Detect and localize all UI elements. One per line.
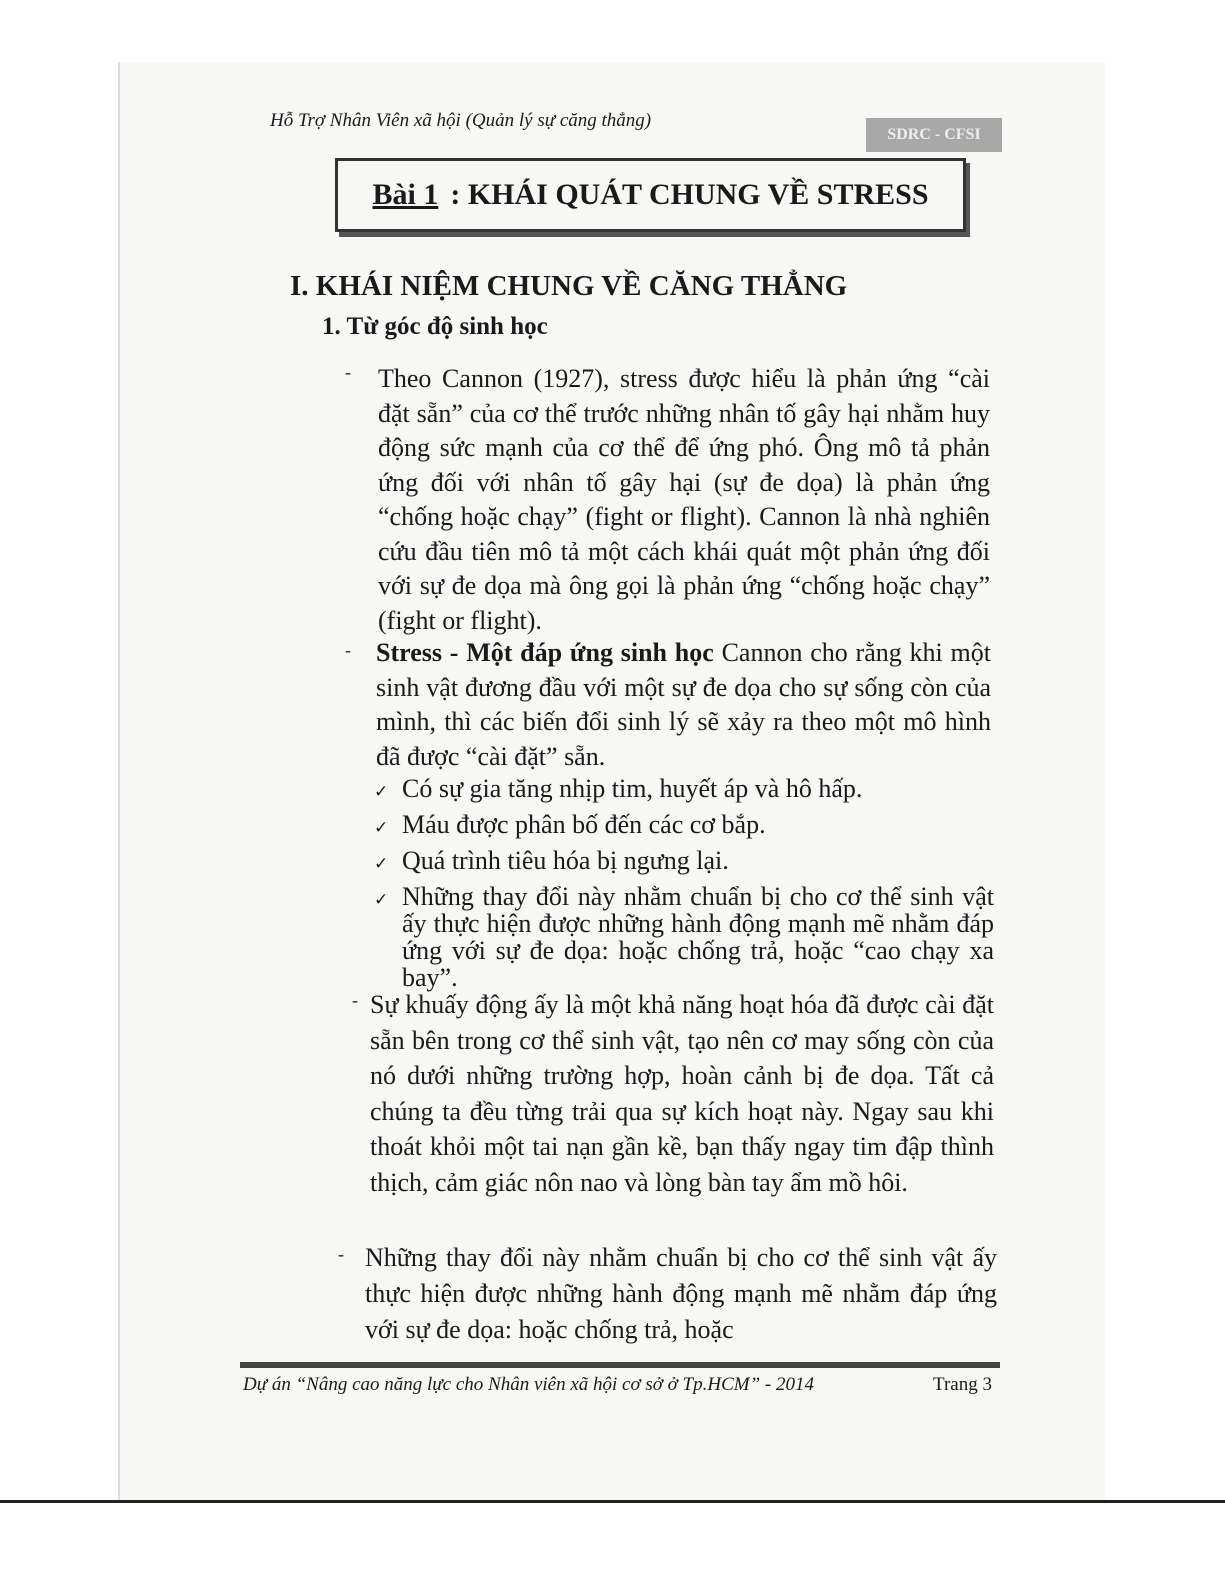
paragraph-changes: Những thay đổi này nhằm chuẩn bị cho cơ thể sinh vật ấy thực hiện được những hành động mạnh mẽ nhằm đáp ứng với sự đe dọa: hoặc chống trả, hoặc xyxy=(365,1243,997,1344)
bullet-dash: - xyxy=(352,990,358,1010)
checklist-text: Những thay đổi này nhằm chuẩn bị cho cơ thể sinh vật ấy thực hiện được những hành động mạnh mẽ nhằm đáp ứng với sự đe dọa: hoặc chống trả, hoặc “cao chạy xa bay”. xyxy=(402,882,994,992)
checklist-text: Quá trình tiêu hóa bị ngưng lại. xyxy=(402,846,729,875)
bold-lead: Stress - Một đáp ứng sinh học xyxy=(376,638,714,667)
check-icon: ✓ xyxy=(374,854,389,873)
checklist xyxy=(374,772,994,994)
lesson-label: Bài 1 xyxy=(372,178,439,211)
bullet-dash: - xyxy=(338,1244,344,1264)
checklist-item xyxy=(374,880,994,994)
subsection-heading: 1. Từ góc độ sinh học xyxy=(322,313,548,340)
check-icon: ✓ xyxy=(374,890,389,909)
section-heading: I. KHÁI NIỆM CHUNG VỀ CĂNG THẲNG xyxy=(290,270,848,302)
paragraph-rest: Cannon cho rằng khi một sinh vật đương đầu với một sự đe dọa cho sự sống còn của mình, thì các biến đổi sinh lý sẽ xảy ra theo một mô hình đã được “cài đặt” sẵn. xyxy=(376,638,991,771)
paragraph-biological-response xyxy=(376,636,991,774)
checklist-text: Máu được phân bố đến các cơ bắp. xyxy=(402,810,766,839)
lesson-title-box xyxy=(335,158,966,232)
lesson-title: : KHÁI QUÁT CHUNG VỀ STRESS xyxy=(450,178,929,211)
running-header: Hỗ Trợ Nhân Viên xã hội (Quản lý sự căng thẳng) xyxy=(270,110,652,131)
check-icon: ✓ xyxy=(374,818,389,837)
paragraph-cannon: Theo Cannon (1927), stress được hiểu là phản ứng “cài đặt sẵn” của cơ thể trước những nhân tố gây hại nhằm huy động sức mạnh của cơ thể để ứng phó. Ông mô tả phản ứng đối với nhân tố gây hại (sự đe dọa) là phản ứng “chống hoặc chạy” (fight or flight). Cannon là nhà nghiên cứu đầu tiên mô tả một cách khái quát một phản ứng đối với sự đe dọa mà ông gọi là phản ứng “chống hoặc chạy” (fight or flight). xyxy=(378,364,990,635)
bullet-dash: - xyxy=(345,640,351,660)
page-number: Trang 3 xyxy=(933,1374,992,1395)
header-badge: SDRC - CFSI xyxy=(866,118,1002,152)
checklist-item xyxy=(374,808,994,844)
page-bottom-edge xyxy=(0,1500,1225,1588)
check-icon: ✓ xyxy=(374,782,389,801)
checklist-item xyxy=(374,844,994,880)
footer-text: Dự án “Nâng cao năng lực cho Nhân viên xã hội cơ sở ở Tp.HCM” - 2014 xyxy=(243,1374,814,1395)
bullet-dash: - xyxy=(345,362,351,382)
footer-rule xyxy=(240,1362,1000,1368)
checklist-item xyxy=(374,772,994,808)
paragraph-arousal: Sự khuấy động ấy là một khả năng hoạt hóa đã được cài đặt sẵn bên trong cơ thể sinh vật, tạo nên cơ may sống còn của nó dưới những trường hợp, hoàn cảnh bị đe dọa. Tất cả chúng ta đều từng trải qua sự kích hoạt này. Ngay sau khi thoát khỏi một tai nạn gần kề, bạn thấy ngay tim đập thình thịch, cảm giác nôn nao và lòng bàn tay ẩm mồ hôi. xyxy=(370,990,994,1197)
checklist-text: Có sự gia tăng nhịp tim, huyết áp và hô hấp. xyxy=(402,774,863,803)
